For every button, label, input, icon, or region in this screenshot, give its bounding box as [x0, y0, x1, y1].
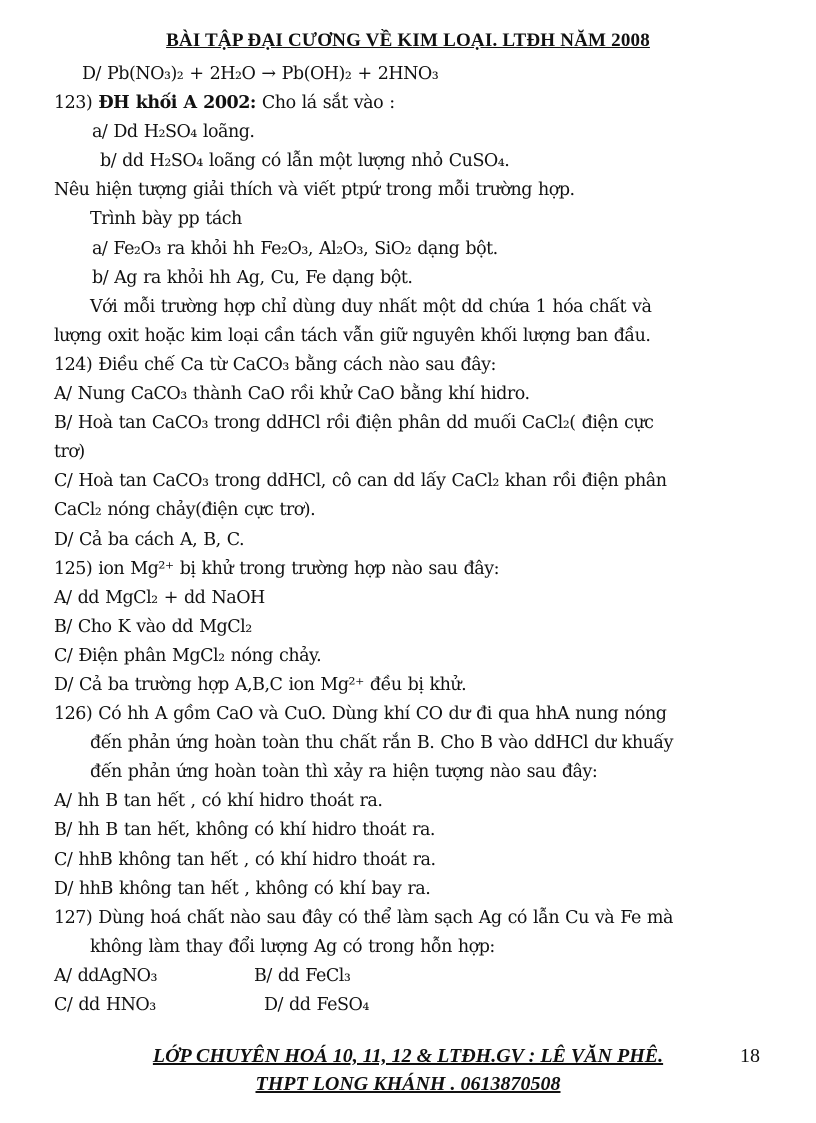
q123-part-a: a/ Dd H₂SO₄ loãng.	[92, 122, 255, 143]
q126-stem-cont1: đến phản ứng hoàn toàn thu chất rắn B. Cho B vào ddHCl dư khuấy	[90, 733, 674, 754]
footer-line1: LỚP CHUYÊN HOÁ 10, 11, 12 & LTĐH.GV : LÊ VĂN PHÊ.	[152, 1045, 664, 1067]
q123-task2-a: a/ Fe₂O₃ ra khỏi hh Fe₂O₃, Al₂O₃, SiO₂ dạng bột.	[92, 238, 498, 259]
q124-option-a: A/ Nung CaCO₃ thành CaO rồi khử CaO bằng khí hidro.	[54, 384, 530, 405]
q124-option-b-cont: trơ)	[54, 442, 85, 463]
q126-option-a: A/ hh B tan hết , có khí hidro thoát ra.	[54, 791, 383, 812]
q123-instruction: Nêu hiện tượng giải thích và viết ptpứ trong mỗi trường hợp.	[54, 180, 575, 201]
q124-option-c-cont: CaCl₂ nóng chảy(điện cực trơ).	[54, 500, 316, 521]
q126-option-c: C/ hhB không tan hết , có khí hidro thoát ra.	[54, 849, 436, 870]
q127-options-row2	[54, 991, 770, 1020]
q125-option-c: C/ Điện phân MgCl₂ nóng chảy.	[54, 645, 322, 666]
q123-number: 123)	[54, 93, 93, 114]
q126-stem: 126) Có hh A gồm CaO và CuO. Dùng khí CO dư đi qua hhA nung nóng	[54, 704, 667, 725]
q125-option-a: A/ dd MgCl₂ + dd NaOH	[54, 587, 265, 608]
q123-stem-text: Cho lá sắt vào :	[261, 93, 395, 114]
q123-task2-b: b/ Ag ra khỏi hh Ag, Cu, Fe dạng bột.	[92, 267, 413, 288]
document-body	[54, 60, 770, 1020]
q123-source: ĐH khối A 2002:	[98, 93, 256, 114]
q126-option-d: D/ hhB không tan hết , không có khí bay ra.	[54, 878, 431, 899]
q123-task2: Trình bày pp tách	[90, 209, 242, 230]
q123-stem	[54, 89, 770, 118]
q127-stem: 127) Dùng hoá chất nào sau đây có thể làm sạch Ag có lẫn Cu và Fe mà	[54, 907, 673, 928]
page-number: 18	[740, 1045, 760, 1067]
page-header-title: BÀI TẬP ĐẠI CƯƠNG VỀ KIM LOẠI. LTĐH NĂM 2008	[166, 30, 650, 51]
footer-line2: THPT LONG KHÁNH . 0613870508	[255, 1073, 561, 1095]
q124-option-d: D/ Cả ba cách A, B, C.	[54, 529, 245, 550]
q127-options-row1	[54, 962, 770, 991]
q126-stem-cont2: đến phản ứng hoàn toàn thì xảy ra hiện tượng nào sau đây:	[90, 762, 598, 783]
q125-stem: 125) ion Mg²⁺ bị khử trong trường hợp nào sau đây:	[54, 558, 500, 579]
q123-part-b: b/ dd H₂SO₄ loãng có lẫn một lượng nhỏ CuSO₄.	[100, 151, 510, 172]
q122-option-d: D/ Pb(NO₃)₂ + 2H₂O → Pb(OH)₂ + 2HNO₃	[82, 64, 439, 84]
q124-option-c: C/ Hoà tan CaCO₃ trong ddHCl, cô can dd lấy CaCl₂ khan rồi điện phân	[54, 471, 667, 492]
q127-option-c: C/ dd HNO₃	[54, 995, 156, 1015]
q124-stem: 124) Điều chế Ca từ CaCO₃ bằng cách nào sau đây:	[54, 354, 496, 375]
q127-option-a: A/ ddAgNO₃	[54, 965, 158, 986]
q127-option-b: B/ dd FeCl₃	[254, 965, 351, 986]
q127-stem-cont: không làm thay đổi lượng Ag có trong hỗn hợp:	[90, 936, 495, 957]
q124-option-b: B/ Hoà tan CaCO₃ trong ddHCl rồi điện phân dd muối CaCl₂( điện cực	[54, 413, 654, 434]
q123-note-line1: Với mỗi trường hợp chỉ dùng duy nhất một dd chứa 1 hóa chất và	[90, 296, 652, 317]
q125-option-d: D/ Cả ba trường hợp A,B,C ion Mg²⁺ đều bị khử.	[54, 674, 467, 695]
q123-note-line2: lượng oxit hoặc kim loại cần tách vẫn giữ nguyên khối lượng ban đầu.	[54, 325, 651, 346]
page-footer	[0, 1042, 816, 1098]
q125-option-b: B/ Cho K vào dd MgCl₂	[54, 616, 252, 637]
q126-option-b: B/ hh B tan hết, không có khí hidro thoát ra.	[54, 820, 435, 841]
q127-option-d: D/ dd FeSO₄	[264, 995, 369, 1015]
